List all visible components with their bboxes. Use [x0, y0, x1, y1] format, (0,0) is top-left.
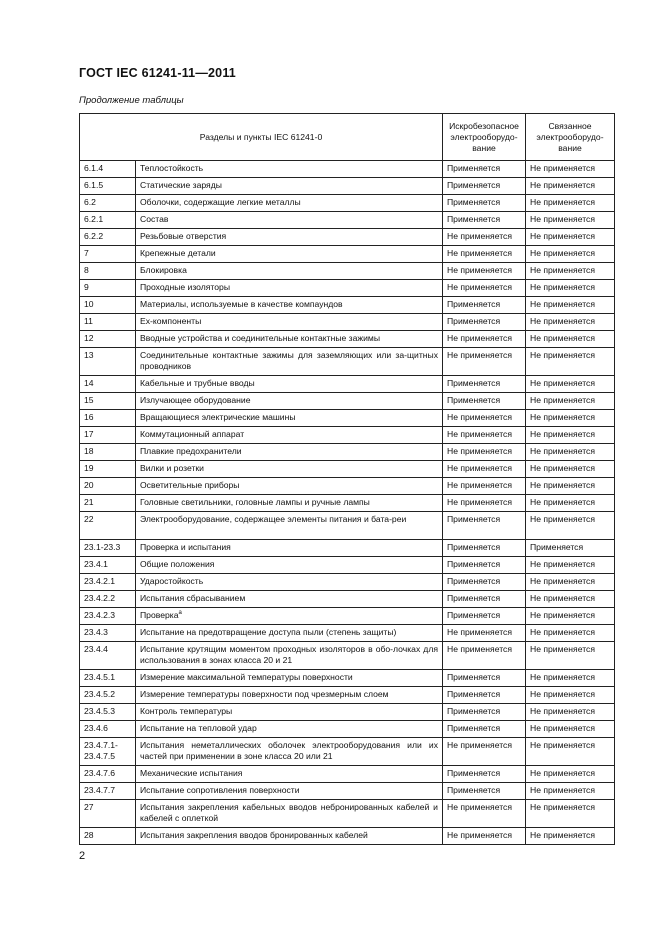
- row-section-title: [136, 828, 443, 845]
- row-section-title: [136, 608, 443, 625]
- row-section-title-text: Проверка и испытания: [140, 542, 231, 552]
- row-applicability-associated: Не применяется: [526, 670, 615, 687]
- row-applicability-intrinsically-safe: Применяется: [443, 721, 526, 738]
- row-section-title: [136, 348, 443, 376]
- header-sections: Разделы и пункты IEC 61241-0: [80, 114, 443, 161]
- row-applicability-intrinsically-safe: Применяется: [443, 512, 526, 540]
- row-applicability-associated: Не применяется: [526, 461, 615, 478]
- row-section-title-text: Контроль температуры: [140, 706, 233, 716]
- row-section-title: [136, 263, 443, 280]
- row-section-title: [136, 738, 443, 766]
- row-section-number: 23.4.5.1: [80, 670, 136, 687]
- document-title: ГОСТ IEC 61241-11—2011: [79, 66, 236, 80]
- row-section-title-text: Оболочки, содержащие легкие металлы: [140, 197, 301, 207]
- row-section-title: [136, 376, 443, 393]
- row-applicability-associated: Не применяется: [526, 229, 615, 246]
- row-section-title-text: Крепежные детали: [140, 248, 216, 258]
- row-section-title-text: Головные светильники, головные лампы и ручные лампы: [140, 497, 370, 507]
- table-row: [80, 704, 615, 721]
- row-section-number: 28: [80, 828, 136, 845]
- row-section-title-text: Общие положения: [140, 559, 215, 569]
- row-section-title-text: Измерение температуры поверхности под чрезмерным слоем: [140, 689, 389, 699]
- row-section-title: [136, 687, 443, 704]
- row-applicability-intrinsically-safe: Не применяется: [443, 229, 526, 246]
- table-row: [80, 444, 615, 461]
- table-row: [80, 540, 615, 557]
- row-section-title: [136, 178, 443, 195]
- row-section-number: 14: [80, 376, 136, 393]
- row-applicability-intrinsically-safe: Не применяется: [443, 410, 526, 427]
- table-row: [80, 376, 615, 393]
- row-section-number: 9: [80, 280, 136, 297]
- table-row: [80, 557, 615, 574]
- table-header-row: [80, 114, 615, 161]
- row-section-title-text: Вращающиеся электрические машины: [140, 412, 296, 422]
- table-row: [80, 670, 615, 687]
- row-section-title: [136, 591, 443, 608]
- row-section-number: 23.4.1: [80, 557, 136, 574]
- header-intrinsically-safe: Искробезопасное электрооборудо-вание: [443, 114, 526, 161]
- row-section-title: [136, 557, 443, 574]
- row-applicability-associated: Не применяется: [526, 178, 615, 195]
- row-section-number: 23.1-23.3: [80, 540, 136, 557]
- row-section-number: 23.4.7.7: [80, 783, 136, 800]
- row-applicability-intrinsically-safe: Применяется: [443, 297, 526, 314]
- row-section-number: 23.4.3: [80, 625, 136, 642]
- row-applicability-associated: Не применяется: [526, 512, 615, 540]
- row-section-title: [136, 427, 443, 444]
- table-row: [80, 783, 615, 800]
- row-section-title-text: Измерение максимальной температуры поверхности: [140, 672, 353, 682]
- row-section-number: 6.2.2: [80, 229, 136, 246]
- row-section-number: 11: [80, 314, 136, 331]
- row-applicability-associated: Не применяется: [526, 800, 615, 828]
- row-section-number: 15: [80, 393, 136, 410]
- row-applicability-intrinsically-safe: Применяется: [443, 704, 526, 721]
- row-applicability-associated: Не применяется: [526, 766, 615, 783]
- table-row: [80, 721, 615, 738]
- row-section-title: [136, 161, 443, 178]
- row-section-title-text: Плавкие предохранители: [140, 446, 242, 456]
- row-section-number: 6.1.5: [80, 178, 136, 195]
- row-applicability-intrinsically-safe: Применяется: [443, 766, 526, 783]
- row-section-title-text: Испытание на тепловой удар: [140, 723, 257, 733]
- row-applicability-intrinsically-safe: Не применяется: [443, 800, 526, 828]
- row-section-number: 7: [80, 246, 136, 263]
- row-section-title-text: Вводные устройства и соединительные контактные зажимы: [140, 333, 381, 343]
- table-row: [80, 738, 615, 766]
- row-section-title-text: Проходные изоляторы: [140, 282, 231, 292]
- table-row: [80, 393, 615, 410]
- row-applicability-intrinsically-safe: Не применяется: [443, 461, 526, 478]
- row-section-title: [136, 625, 443, 642]
- row-applicability-intrinsically-safe: Не применяется: [443, 444, 526, 461]
- row-section-title-text: Соединительные контактные зажимы для заземляющих или за-щитных проводников: [140, 350, 438, 371]
- row-section-number: 18: [80, 444, 136, 461]
- row-applicability-associated: Не применяется: [526, 478, 615, 495]
- row-applicability-intrinsically-safe: Применяется: [443, 212, 526, 229]
- row-applicability-associated: Не применяется: [526, 642, 615, 670]
- row-section-title-text: Испытания сбрасыванием: [140, 593, 246, 603]
- table-row: [80, 427, 615, 444]
- row-applicability-associated: Не применяется: [526, 246, 615, 263]
- row-section-number: 19: [80, 461, 136, 478]
- table-row: [80, 331, 615, 348]
- row-applicability-intrinsically-safe: Применяется: [443, 557, 526, 574]
- table-row: [80, 297, 615, 314]
- row-section-number: 17: [80, 427, 136, 444]
- row-section-title: [136, 478, 443, 495]
- row-section-title: [136, 642, 443, 670]
- row-applicability-intrinsically-safe: Не применяется: [443, 263, 526, 280]
- row-section-title-text: Испытание крутящим моментом проходных изоляторов в обо-лочках для использования в зонах класса 20 и 21: [140, 644, 438, 665]
- applicability-table: [79, 113, 615, 845]
- row-section-number: 21: [80, 495, 136, 512]
- table-row: [80, 195, 615, 212]
- row-section-title-text: Состав: [140, 214, 169, 224]
- row-section-title-text: Статические заряды: [140, 180, 222, 190]
- row-section-title: [136, 410, 443, 427]
- row-applicability-associated: Не применяется: [526, 828, 615, 845]
- row-section-title: [136, 800, 443, 828]
- row-section-title: [136, 670, 443, 687]
- table-row: [80, 828, 615, 845]
- row-section-number: 6.2: [80, 195, 136, 212]
- row-applicability-associated: Не применяется: [526, 591, 615, 608]
- row-applicability-associated: Не применяется: [526, 410, 615, 427]
- row-applicability-associated: Не применяется: [526, 212, 615, 229]
- row-section-title-text: Осветительные приборы: [140, 480, 240, 490]
- table-row: [80, 348, 615, 376]
- row-section-number: 6.2.1: [80, 212, 136, 229]
- row-applicability-intrinsically-safe: Применяется: [443, 608, 526, 625]
- row-section-title: [136, 444, 443, 461]
- row-section-title: [136, 393, 443, 410]
- row-section-number: 23.4.2.2: [80, 591, 136, 608]
- row-section-title: [136, 495, 443, 512]
- row-applicability-associated: Не применяется: [526, 687, 615, 704]
- row-section-title: [136, 766, 443, 783]
- row-applicability-intrinsically-safe: Не применяется: [443, 495, 526, 512]
- table-row: [80, 461, 615, 478]
- row-applicability-associated: Не применяется: [526, 331, 615, 348]
- row-section-title-text: Проверка: [140, 610, 179, 620]
- table-row: [80, 263, 615, 280]
- row-applicability-associated: Не применяется: [526, 263, 615, 280]
- row-applicability-associated: Не применяется: [526, 704, 615, 721]
- table-row: [80, 591, 615, 608]
- row-applicability-intrinsically-safe: Применяется: [443, 393, 526, 410]
- row-section-number: 23.4.7.6: [80, 766, 136, 783]
- row-section-title-text: Испытание сопротивления поверхности: [140, 785, 300, 795]
- table-row: [80, 608, 615, 625]
- table-row: [80, 178, 615, 195]
- row-applicability-intrinsically-safe: Применяется: [443, 314, 526, 331]
- row-section-number: 23.4.5.3: [80, 704, 136, 721]
- row-section-number: 10: [80, 297, 136, 314]
- row-applicability-intrinsically-safe: Не применяется: [443, 280, 526, 297]
- row-section-number: 8: [80, 263, 136, 280]
- table-row: [80, 229, 615, 246]
- row-applicability-associated: Не применяется: [526, 314, 615, 331]
- row-section-title: [136, 540, 443, 557]
- row-section-title: [136, 704, 443, 721]
- row-section-title: [136, 512, 443, 540]
- row-applicability-associated: Не применяется: [526, 195, 615, 212]
- row-applicability-intrinsically-safe: Не применяется: [443, 642, 526, 670]
- row-applicability-intrinsically-safe: Применяется: [443, 161, 526, 178]
- row-applicability-intrinsically-safe: Не применяется: [443, 478, 526, 495]
- table-row: [80, 766, 615, 783]
- table-row: [80, 800, 615, 828]
- row-applicability-associated: Не применяется: [526, 376, 615, 393]
- row-applicability-intrinsically-safe: Не применяется: [443, 246, 526, 263]
- row-section-title-text: Механические испытания: [140, 768, 243, 778]
- row-section-number: 6.1.4: [80, 161, 136, 178]
- row-section-title-text: Коммутационный аппарат: [140, 429, 245, 439]
- row-section-number: 22: [80, 512, 136, 540]
- row-applicability-associated: Применяется: [526, 540, 615, 557]
- row-section-title-text: Резьбовые отверстия: [140, 231, 227, 241]
- table-body: [80, 161, 615, 845]
- row-applicability-intrinsically-safe: Применяется: [443, 178, 526, 195]
- row-section-title-text: Кабельные и трубные вводы: [140, 378, 255, 388]
- row-applicability-intrinsically-safe: Применяется: [443, 574, 526, 591]
- row-section-number: 16: [80, 410, 136, 427]
- row-applicability-associated: Не применяется: [526, 161, 615, 178]
- row-applicability-intrinsically-safe: Не применяется: [443, 738, 526, 766]
- table-row: [80, 410, 615, 427]
- row-applicability-intrinsically-safe: Не применяется: [443, 625, 526, 642]
- row-applicability-intrinsically-safe: Применяется: [443, 687, 526, 704]
- footnote-marker: a: [178, 610, 182, 617]
- row-applicability-associated: Не применяется: [526, 280, 615, 297]
- row-applicability-associated: Не применяется: [526, 495, 615, 512]
- row-applicability-intrinsically-safe: Применяется: [443, 540, 526, 557]
- row-applicability-intrinsically-safe: Не применяется: [443, 828, 526, 845]
- row-applicability-associated: Не применяется: [526, 348, 615, 376]
- row-section-title: [136, 783, 443, 800]
- row-section-number: 13: [80, 348, 136, 376]
- row-section-number: 23.4.5.2: [80, 687, 136, 704]
- row-section-title: [136, 246, 443, 263]
- row-applicability-associated: Не применяется: [526, 297, 615, 314]
- row-section-number: 20: [80, 478, 136, 495]
- row-section-title: [136, 331, 443, 348]
- row-section-title: [136, 229, 443, 246]
- table-row: [80, 314, 615, 331]
- row-applicability-intrinsically-safe: Не применяется: [443, 331, 526, 348]
- row-section-title-text: Излучающее оборудование: [140, 395, 251, 405]
- row-section-title: [136, 297, 443, 314]
- row-section-title-text: Электрооборудование, содержащее элементы питания и бата-реи: [140, 514, 407, 524]
- row-applicability-intrinsically-safe: Применяется: [443, 376, 526, 393]
- table-row: [80, 687, 615, 704]
- row-section-title-text: Теплостойкость: [140, 163, 204, 173]
- row-section-number: 23.4.2.1: [80, 574, 136, 591]
- row-section-title: [136, 280, 443, 297]
- table-row: [80, 512, 615, 540]
- table-continuation-caption: Продолжение таблицы: [79, 95, 184, 106]
- row-section-title: [136, 212, 443, 229]
- row-section-number: 23.4.7.1- 23.4.7.5: [80, 738, 136, 766]
- table-row: [80, 478, 615, 495]
- row-applicability-associated: Не применяется: [526, 625, 615, 642]
- table-row: [80, 642, 615, 670]
- row-section-number: 23.4.2.3: [80, 608, 136, 625]
- row-section-number: 23.4.6: [80, 721, 136, 738]
- table-row: [80, 574, 615, 591]
- row-applicability-associated: Не применяется: [526, 738, 615, 766]
- row-applicability-intrinsically-safe: Применяется: [443, 670, 526, 687]
- row-applicability-associated: Не применяется: [526, 721, 615, 738]
- row-section-title-text: Испытание на предотвращение доступа пыли (степень защиты): [140, 627, 397, 637]
- table-row: [80, 280, 615, 297]
- row-section-number: 23.4.4: [80, 642, 136, 670]
- row-section-title-text: Испытания закрепления вводов бронированных кабелей: [140, 830, 368, 840]
- table-row: [80, 212, 615, 229]
- header-associated: Связанное электрооборудо-вание: [526, 114, 615, 161]
- row-section-title-text: Блокировка: [140, 265, 187, 275]
- row-section-number: 12: [80, 331, 136, 348]
- table-row: [80, 246, 615, 263]
- row-section-title-text: Испытания закрепления кабельных вводов небронированных кабелей и кабелей с оплеткой: [140, 802, 438, 823]
- row-applicability-intrinsically-safe: Не применяется: [443, 348, 526, 376]
- row-applicability-intrinsically-safe: Не применяется: [443, 427, 526, 444]
- row-applicability-intrinsically-safe: Применяется: [443, 783, 526, 800]
- row-section-title-text: Ex-компоненты: [140, 316, 202, 326]
- row-applicability-associated: Не применяется: [526, 427, 615, 444]
- row-applicability-associated: Не применяется: [526, 608, 615, 625]
- table-row: [80, 625, 615, 642]
- row-section-title-text: Испытания неметаллических оболочек электрооборудования или их частей при применении в зоне класса 20 или 21: [140, 740, 438, 761]
- row-applicability-intrinsically-safe: Применяется: [443, 195, 526, 212]
- row-applicability-associated: Не применяется: [526, 557, 615, 574]
- row-section-number: 27: [80, 800, 136, 828]
- table-row: [80, 495, 615, 512]
- row-section-title: [136, 721, 443, 738]
- row-applicability-intrinsically-safe: Применяется: [443, 591, 526, 608]
- row-section-title: [136, 314, 443, 331]
- row-applicability-associated: Не применяется: [526, 444, 615, 461]
- row-section-title-text: Вилки и розетки: [140, 463, 204, 473]
- row-section-title: [136, 574, 443, 591]
- row-section-title-text: Материалы, используемые в качестве компаундов: [140, 299, 343, 309]
- row-section-title: [136, 195, 443, 212]
- table-row: [80, 161, 615, 178]
- row-section-title: [136, 461, 443, 478]
- row-applicability-associated: Не применяется: [526, 783, 615, 800]
- row-section-title-text: Ударостойкость: [140, 576, 204, 586]
- row-applicability-associated: Не применяется: [526, 393, 615, 410]
- page-number: 2: [79, 850, 86, 862]
- row-applicability-associated: Не применяется: [526, 574, 615, 591]
